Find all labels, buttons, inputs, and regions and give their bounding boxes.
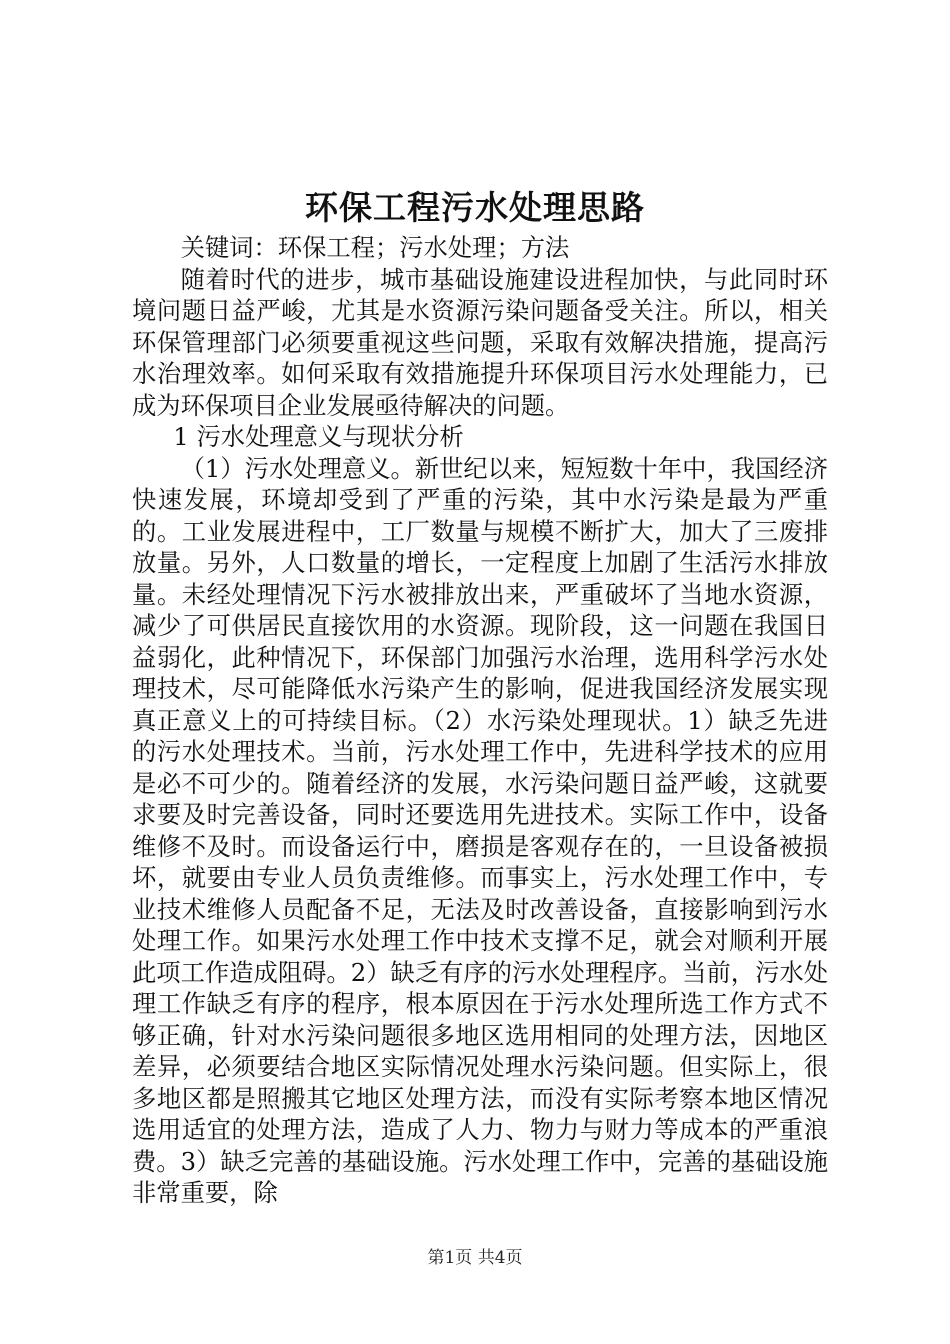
keywords-line: 关键词：环保工程；污水处理；方法 [180,233,570,262]
document-body [132,232,828,1209]
document-title: 环保工程污水处理思路 [305,188,645,227]
section-paragraph: （1）污水处理意义。新世纪以来，短短数十年中，我国经济快速发展，环境却受到了严重的污染，其中水污染是最为严重的。工业发展进程中，工厂数量与规模不断扩大，加大了三废排放量。另外，人口数量的增长，一定程度上加剧了生活污水排放量。未经处理情况下污水被排放出来，严重破坏了当地水资源，减少了可供居民直接饮用的水资源。现阶段，这一问题在我国日益弱化，此种情况下，环保部门加强污水治理，选用科学污水处理技术，尽可能降低水污染产生的影响，促进我国经济发展实现真正意义上的可持续目标。（2）水污染处理现状。1）缺乏先进的污水处理技术。当前，污水处理工作中，先进科学技术的应用是必不可少的。随着经济的发展，水污染问题日益严峻，这就要求要及时完善设备，同时还要选用先进技术。实际工作中，设备维修不及时。而设备运行中，磨损是客观存在的，一旦设备被损坏，就要由专业人员负责维修。而事实上，污水处理工作中，专业技术维修人员配备不足，无法及时改善设备，直接影响到污水处理工作。如果污水处理工作中技术支撑不足，就会对顺利开展此项工作造成阻碍。2）缺乏有序的污水处理程序。当前，污水处理工作缺乏有序的程序，根本原因在于污水处理所选工作方式不够正确，针对水污染问题很多地区选用相同的处理方法，因地区差异，必须要结合地区实际情况处理水污染问题。但实际上，很多地区都是照搬其它地区处理方法，而没有实际考察本地区情况选用适宜的处理方法，造成了人力、物力与财力等成本的严重浪费。3）缺乏完善的基础设施。污水处理工作中，完善的基础设施非常重要，除 [132,453,828,1207]
page-footer: 第1页 共4页 [427,1248,523,1268]
intro-paragraph: 随着时代的进步，城市基础设施建设进程加快，与此同时环境问题日益严峻，尤其是水资源污染问题备受关注。所以，相关环保管理部门必须要重视这些问题，采取有效解决措施，提高污水治理效率。如何采取有效措施提升环保项目污水处理能力，已成为环保项目企业发展亟待解决的问题。 [132,264,828,420]
section-heading: 1 污水处理意义与现状分析 [173,422,464,451]
